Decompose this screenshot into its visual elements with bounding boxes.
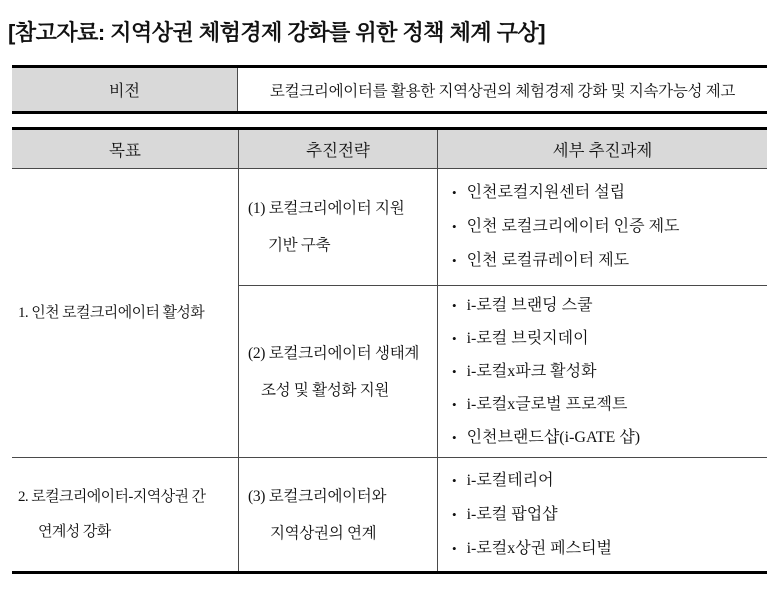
strategy-2-line2: 조성 및 활성화 지원 (261, 381, 390, 399)
task-item (452, 498, 767, 532)
task-item (452, 388, 767, 421)
bullet-icon: • (452, 219, 457, 234)
strategy-cell-1 (238, 169, 437, 285)
task-label: 인천 로컬크리에이터 인증 제도 (466, 218, 680, 235)
task-label: 인천브랜드샵(i-GATE 샵) (466, 429, 641, 446)
task-item (452, 210, 767, 244)
document-title: [참고자료: 지역상권 체험경제 강화를 위한 정책 체계 구상] (8, 20, 546, 45)
task-label: i-로컬테리어 (466, 471, 554, 489)
task-label: i-로컬 팝업샵 (466, 505, 558, 523)
bullet-icon: • (452, 253, 457, 268)
header-cell-strategy: 추진전략 (238, 130, 437, 168)
bullet-icon: • (452, 430, 457, 445)
task-item (452, 464, 767, 498)
strategy-3-line1: (3) 로컬크리에이터와 (248, 487, 387, 505)
bullet-icon: • (452, 397, 457, 412)
task-label: i-로컬x글로벌 프로젝트 (466, 396, 628, 413)
goal-cell-1 (12, 169, 238, 457)
strategy-table-header-row (12, 130, 767, 169)
task-list-3 (437, 457, 767, 571)
strategy-3-line2: 지역상권의 연계 (270, 524, 377, 542)
task-item (452, 421, 767, 454)
bullet-icon: • (452, 540, 457, 556)
task-item (452, 176, 767, 210)
task-item (452, 532, 767, 566)
task-item (452, 322, 767, 355)
bullet-icon: • (452, 506, 457, 522)
header-cell-tasks: 세부 추진과제 (437, 130, 767, 168)
bullet-icon: • (452, 331, 457, 346)
task-item (452, 289, 767, 322)
header-cell-goal: 목표 (109, 141, 141, 160)
bullet-icon: • (452, 364, 457, 379)
task-item (452, 244, 767, 278)
goal-2-line1: 2. 로컬크리에이터-지역상권 간 (18, 488, 206, 505)
vision-label-cell: 비전 (12, 68, 238, 111)
strategy-cell-3 (238, 457, 437, 571)
goal-1-text: 1. 인천 로컬크리에이터 활성화 (18, 304, 205, 321)
task-label: i-로컬 브랜딩 스쿨 (466, 297, 593, 314)
task-list-1 (437, 169, 767, 285)
task-label: 인천 로컬큐레이터 제도 (466, 252, 630, 269)
task-label: i-로컬 브릿지데이 (466, 330, 589, 347)
task-label: 인천로컬지원센터 설립 (466, 184, 626, 201)
goal-cell-2 (12, 457, 238, 571)
strategy-table (12, 127, 767, 574)
strategy-1-line2: 기반 구축 (268, 237, 331, 254)
strategy-2-line1: (2) 로컬크리에이터 생태계 (248, 344, 420, 362)
strategy-table-body (12, 169, 767, 571)
bullet-icon: • (452, 298, 457, 313)
task-list-2 (437, 285, 767, 457)
goal-2-line2: 연계성 강화 (38, 523, 111, 540)
bullet-icon: • (452, 472, 457, 488)
vision-table (12, 65, 767, 114)
task-label: i-로컬x파크 활성화 (466, 363, 597, 380)
bullet-icon: • (452, 185, 457, 200)
strategy-1-line1: (1) 로컬크리에이터 지원 (248, 200, 405, 217)
strategy-cell-2 (238, 285, 437, 457)
vision-value-cell: 로컬크리에이터를 활용한 지역상권의 체험경제 강화 및 지속가능성 제고 (269, 82, 736, 100)
task-label: i-로컬x상권 페스티벌 (466, 539, 612, 557)
task-item (452, 355, 767, 388)
